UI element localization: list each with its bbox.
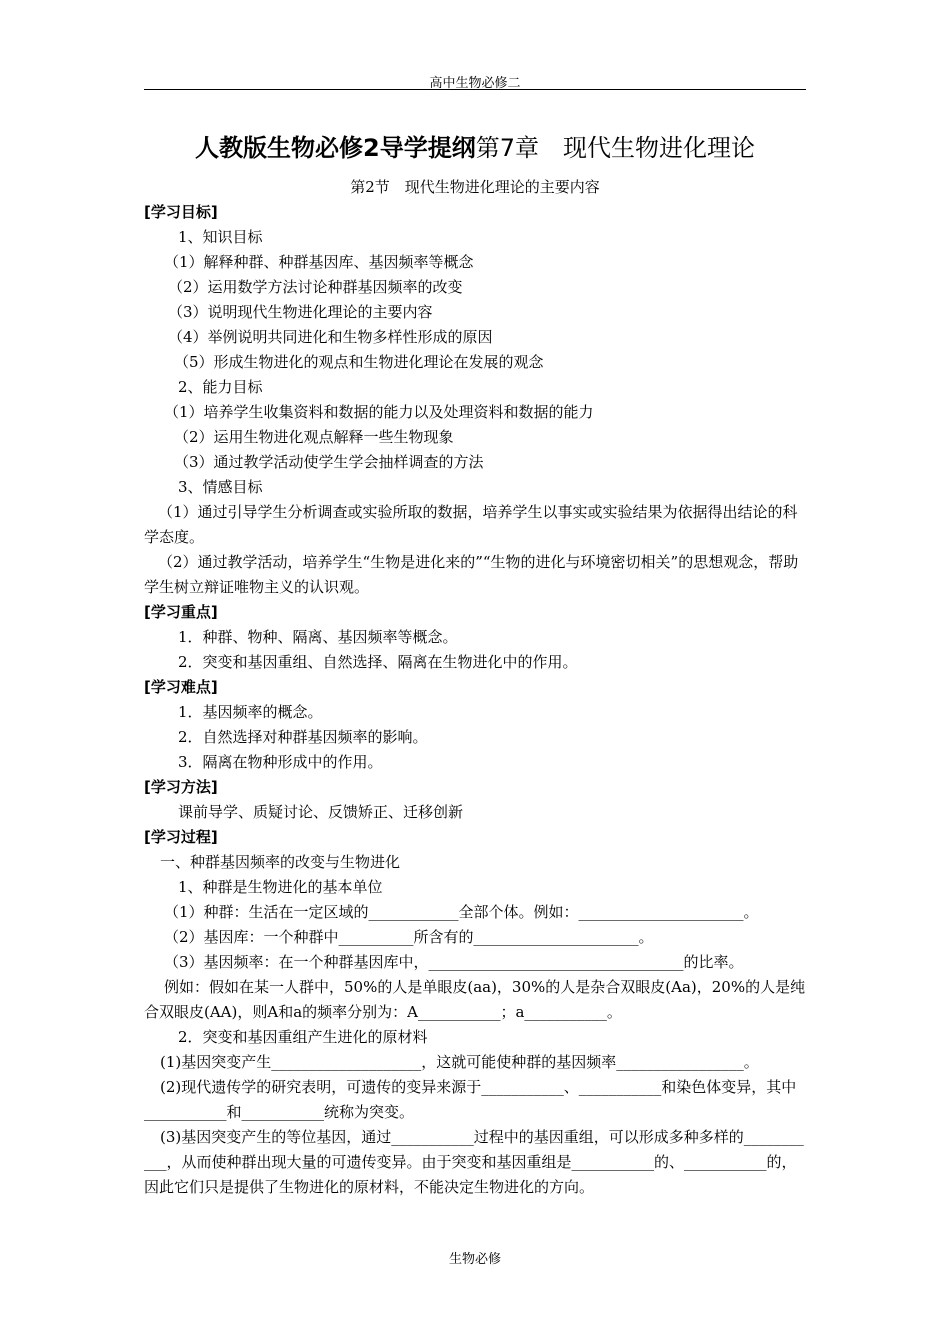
objective-item: （5）形成生物进化的观点和生物进化理论在发展的观念	[174, 353, 544, 371]
document-body	[144, 200, 806, 1200]
objective-item: （4）举例说明共同进化和生物多样性形成的原因	[168, 328, 493, 346]
objective-item: （1）解释种群、种群基因库、基因频率等概念	[164, 253, 474, 271]
difficulty-item: 3．隔离在物种形成中的作用。	[178, 753, 383, 771]
process-subheading: 2．突变和基因重组产生进化的原材料	[178, 1028, 428, 1046]
fill-in-question: （2）基因库：一个种群中__________所含有的______________________。	[164, 928, 654, 946]
objective-paragraph: （2）通过教学活动，培养学生“生物是进化来的”“生物的进化与环境密切相关”的思想观念，帮助学生树立辩证唯物主义的认识观。	[144, 553, 799, 596]
fill-in-question: (2)现代遗传学的研究表明，可遗传的变异来源于___________、___________和染色体变异，其中___________和___________统称为突变。	[144, 1078, 797, 1121]
objective-category: 1、知识目标	[178, 228, 263, 246]
objective-item: （3）通过教学活动使学生学会抽样调查的方法	[174, 453, 484, 471]
header-rule	[144, 89, 806, 90]
fill-in-question: （1）种群：生活在一定区域的____________全部个体。例如：______________________。	[164, 903, 759, 921]
key-point-item: 1．种群、物种、隔离、基因频率等概念。	[178, 628, 458, 646]
section-heading-objectives: [学习目标]	[144, 203, 218, 221]
objective-category: 3、情感目标	[178, 478, 263, 496]
difficulty-item: 1．基因频率的概念。	[178, 703, 323, 721]
objective-item: （2）运用生物进化观点解释一些生物现象	[174, 428, 454, 446]
page-footer: 生物必修	[448, 1252, 501, 1267]
objective-paragraph: （1）通过引导学生分析调查或实验所取的数据，培养学生以事实或实验结果为依据得出结论的科学态度。	[144, 503, 798, 546]
objective-item: （3）说明现代生物进化理论的主要内容	[168, 303, 433, 321]
objective-item: （2）运用数学方法讨论种群基因频率的改变	[168, 278, 463, 296]
section-heading-methods: [学习方法]	[144, 778, 218, 796]
fill-in-question: (1)基因突变产生____________________，这就可能使种群的基因频率_________________。	[160, 1053, 759, 1071]
example-question: 例如：假如在某一人群中，50%的人是单眼皮(aa)，30%的人是杂合双眼皮(Aa)，20%的人是纯合双眼皮(AA)，则A和a的频率分别为：A___________；a___________。	[144, 978, 806, 1021]
method-text: 课前导学、质疑讨论、反馈矫正、迁移创新	[178, 803, 464, 821]
section-heading-difficulties: [学习难点]	[144, 678, 218, 696]
difficulty-item: 2．自然选择对种群基因频率的影响。	[178, 728, 428, 746]
objective-category: 2、能力目标	[178, 378, 263, 396]
page-header: 高中生物必修二	[429, 76, 521, 91]
title-bold-part: 人教版生物必修2导学提纲	[195, 134, 476, 162]
process-subheading: 1、种群是生物进化的基本单位	[178, 878, 383, 896]
title-chapter-part: 第7章 现代生物进化理论	[475, 134, 755, 162]
section-heading-key-points: [学习重点]	[144, 603, 218, 621]
fill-in-question: （3）基因频率：在一个种群基因库中，__________________________________的比率。	[164, 953, 744, 971]
key-point-item: 2．突变和基因重组、自然选择、隔离在生物进化中的作用。	[178, 653, 578, 671]
process-part-heading: 一、种群基因频率的改变与生物进化	[160, 853, 401, 871]
section-heading-process: [学习过程]	[144, 828, 218, 846]
fill-in-question: (3)基因突变产生的等位基因，通过___________过程中的基因重组，可以形成多种多样的___________，从而使种群出现大量的可遗传变异。由于突变和基因重组是___________的、___________的，因此它们只是提供了生物进化的原材料，不能决定生物进化的方向。	[144, 1128, 804, 1196]
document-title	[144, 133, 806, 163]
section-subtitle: 第2节 现代生物进化理论的主要内容	[350, 178, 600, 196]
objective-item: （1）培养学生收集资料和数据的能力以及处理资料和数据的能力	[164, 403, 594, 421]
